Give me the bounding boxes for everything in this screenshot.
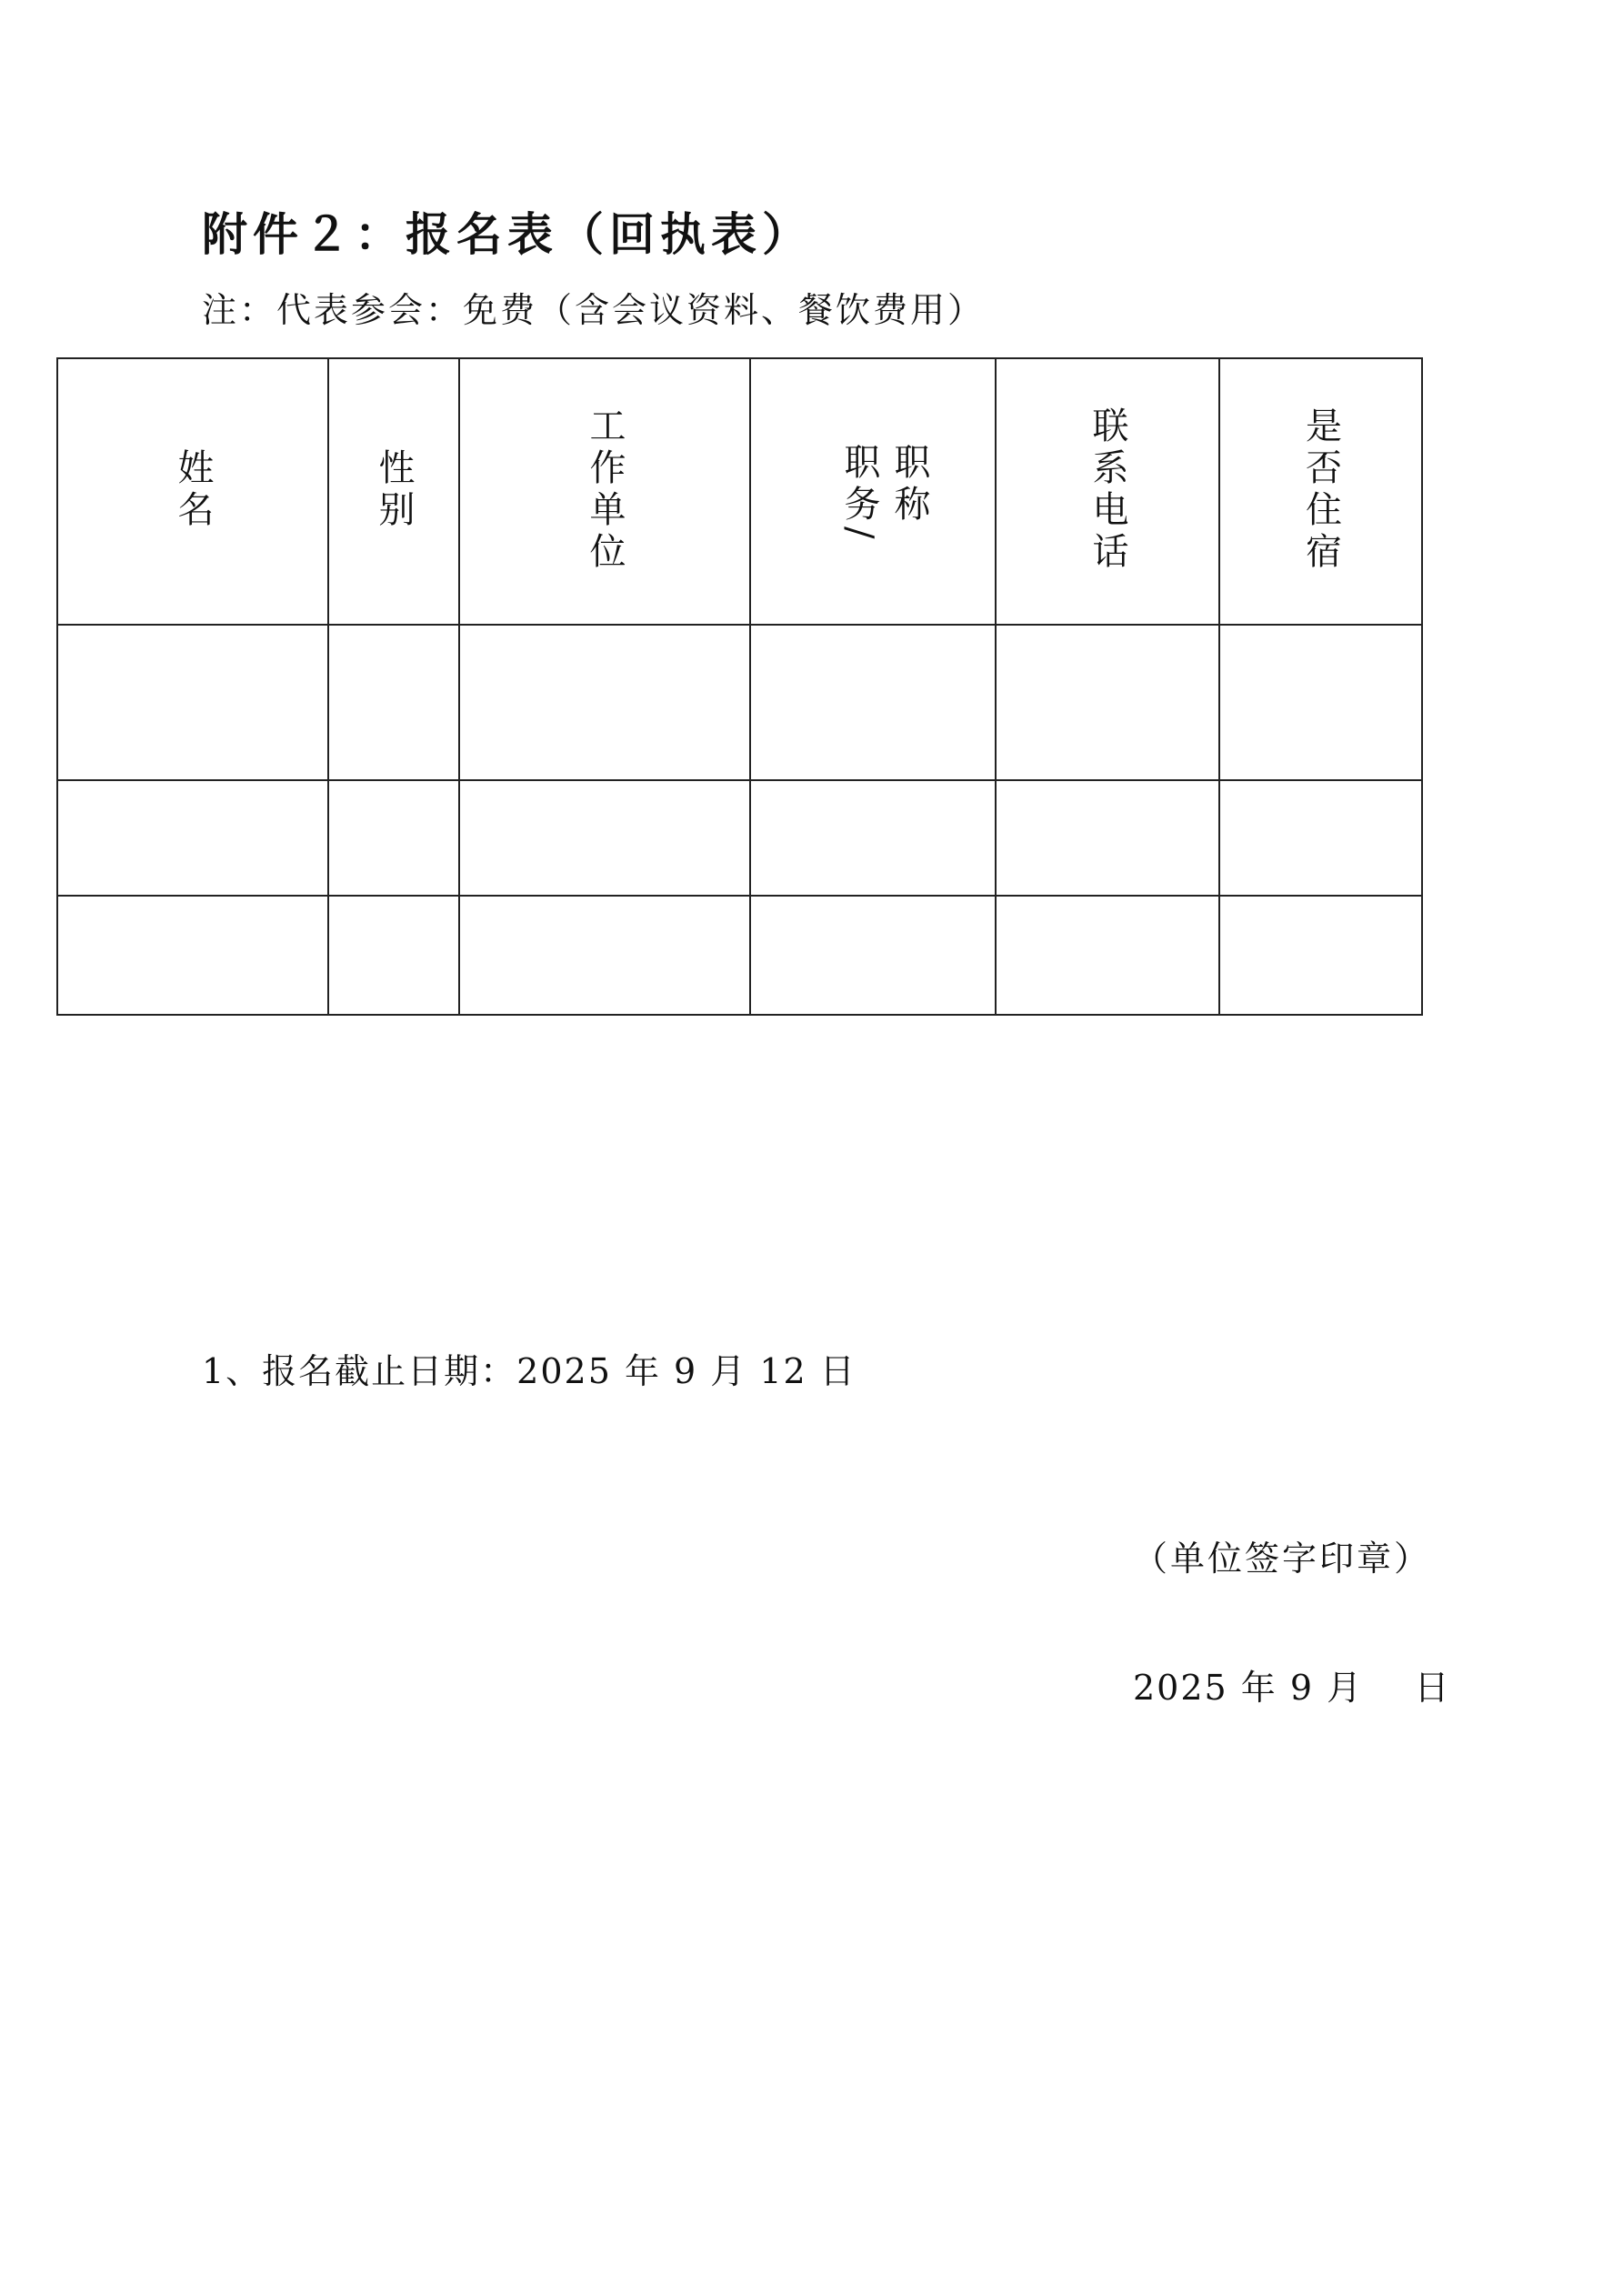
table-cell[interactable] — [459, 625, 750, 780]
table-cell[interactable] — [996, 780, 1219, 896]
header-gender: 性别 — [373, 448, 415, 532]
table-row — [57, 896, 1422, 1015]
table-header-row — [57, 358, 1422, 625]
fee-note: 注：代表参会：免费（含会议资料、餐饮费用） — [202, 290, 986, 330]
table-row — [57, 625, 1422, 780]
header-cell-name — [57, 358, 328, 625]
table-cell[interactable] — [750, 896, 996, 1015]
header-cell-accommodation — [1219, 358, 1422, 625]
header-cell-phone — [996, 358, 1219, 625]
registration-table — [56, 357, 1423, 1016]
table-cell[interactable] — [1219, 625, 1422, 780]
table-cell[interactable] — [1219, 896, 1422, 1015]
header-name: 姓名 — [172, 448, 214, 532]
table-cell[interactable] — [328, 780, 459, 896]
table-cell[interactable] — [750, 780, 996, 896]
table-cell[interactable] — [459, 896, 750, 1015]
header-work-unit: 工作单位 — [584, 406, 626, 574]
deadline-note: 1、报名截止日期：2025 年 9 月 12 日 — [202, 1351, 857, 1391]
table-cell[interactable] — [459, 780, 750, 896]
page-title: 附件２：报名表（回执表） — [202, 208, 813, 261]
table-cell[interactable] — [1219, 780, 1422, 896]
header-phone: 联系电话 — [1087, 406, 1128, 574]
signature-date: 2025 年 9 月 日 — [1133, 1668, 1451, 1708]
header-cell-gender — [328, 358, 459, 625]
table-cell[interactable] — [57, 780, 328, 896]
table-cell[interactable] — [750, 625, 996, 780]
table-cell[interactable] — [328, 896, 459, 1015]
table-cell[interactable] — [996, 625, 1219, 780]
table-cell[interactable] — [57, 625, 328, 780]
table-cell[interactable] — [996, 896, 1219, 1015]
table-cell[interactable] — [328, 625, 459, 780]
header-cell-work-unit — [459, 358, 750, 625]
stamp-label: （单位签字印章） — [1133, 1539, 1432, 1579]
header-cell-position-title — [750, 358, 996, 625]
header-title: 职称 — [888, 443, 930, 526]
table-cell[interactable] — [57, 896, 328, 1015]
header-accommodation: 是否住宿 — [1299, 406, 1342, 574]
header-position: 职务/ — [838, 443, 880, 545]
table-row — [57, 780, 1422, 896]
